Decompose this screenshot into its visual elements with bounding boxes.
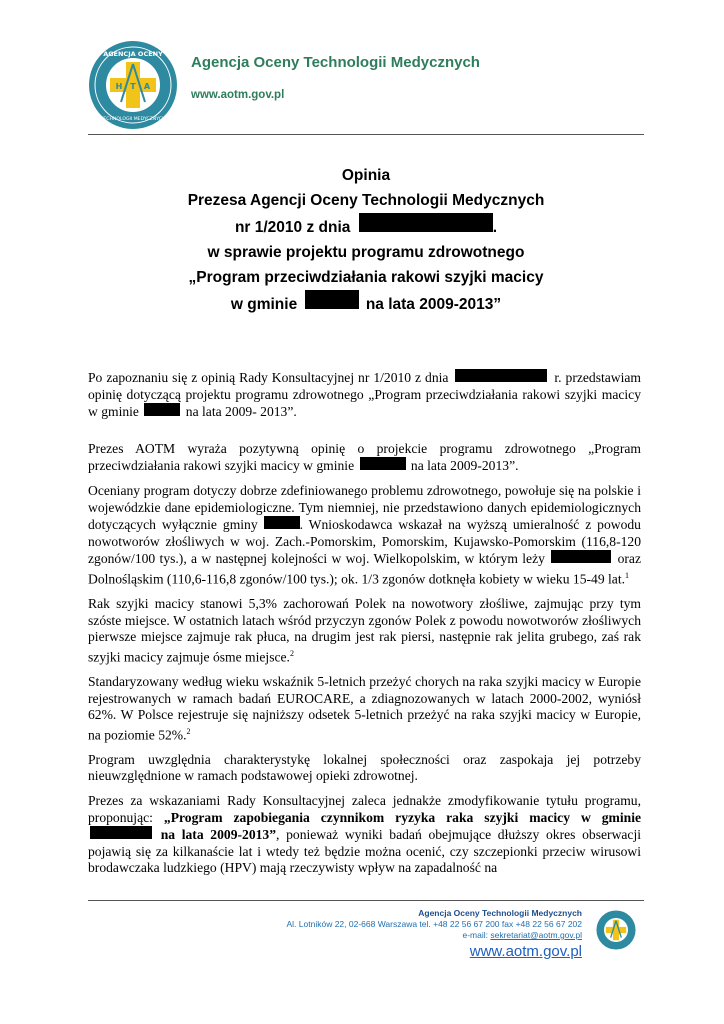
- redacted-gmina: [144, 403, 180, 416]
- p7-text-a: Prezes za wskazaniami Rady Konsultacyjnej zaleca jednakże zmodyfikowanie tytułu programu, proponując:: [88, 793, 641, 825]
- footnote-ref[interactable]: 1: [625, 570, 630, 580]
- p1-text-b: r. przedstawiam opinię dotyczącą projektu programu zdrowotnego „Program przeciwdziałania rakowi szyjki macicy w gminie: [88, 370, 642, 420]
- proposed-title-a: „Program zapobiegania czynnikom ryzyka raka szyjki macicy w gminie: [163, 809, 642, 825]
- paragraph-4: [88, 596, 641, 666]
- title-line-4: w sprawie projektu programu zdrowotnego: [207, 244, 525, 261]
- paragraph-3: [88, 483, 641, 588]
- redacted-date: [359, 213, 493, 232]
- redacted-gmina: [305, 290, 359, 309]
- title-line-1: Opinia: [341, 167, 391, 184]
- paragraph-6: [88, 752, 641, 785]
- footer-website-link[interactable]: www.aotm.gov.pl: [469, 943, 582, 960]
- logo-letter-h: H: [115, 82, 123, 91]
- paragraph-7: [88, 793, 641, 877]
- page-header: [88, 40, 648, 140]
- p5-text: Standaryzowany według wieku wskaźnik 5-letnich przeżyć chorych na raka szyjki macicy w Europie rejestrowanych w ramach badań EUROCARE, a zdiagnozowanych w latach 2000-2002, wyniósł 62%. W Polsce rejestruje się najniższy odsetek 5-letnich przeżyć na raka szyjki macicy w Europie, na poziomie 52%.: [88, 673, 641, 743]
- title-period: .: [492, 219, 498, 236]
- p7-text-b: , ponieważ wyniki badań obejmujące dłuższy okres obserwacji pojawią się za kilkanaście lat i wtedy też będzie można ocenić, czy szczepionki przeciw wirusowi brodawczaka ludzkiego (HPV) mają rzeczywisty wpływ na zapadalność na: [88, 827, 642, 876]
- p3-text-a: Oceniany program dotyczy dobrze zdefiniowanego problemu zdrowotnego, powołuje się na polskie i wojewódzkie dane epidemiologiczne. Tym niemniej, nie przedstawiono danych epidemiologicznych dotyczących wyłącznie gminy: [88, 482, 641, 533]
- document-body: [88, 369, 641, 885]
- title-line-6: [90, 290, 642, 317]
- footer-email-line: [287, 930, 583, 941]
- footer-email-link[interactable]: sekretariat@aotm.gov.pl: [490, 930, 582, 940]
- footnote-ref[interactable]: 2: [186, 726, 191, 736]
- title-line-3: [90, 213, 642, 240]
- title-number: nr 1/2010 z dnia: [234, 219, 351, 236]
- document-title: [90, 163, 642, 317]
- p1-text-c: na lata 2009- 2013”.: [185, 404, 297, 420]
- p6-text: Program uwzględnia charakterystykę lokalnej społeczności oraz zaspokaja jej potrzeby nieuwzględnione w ramach podstawowej opieki zdrowotnej.: [88, 751, 641, 784]
- p2-text-a: Prezes AOTM wyraża pozytywną opinię o projekcie programu zdrowotnego „Program przeciwdziałania rakowi szyjki macicy w gminie: [88, 440, 641, 474]
- paragraph-2: [88, 441, 641, 475]
- footer-divider: [88, 900, 644, 901]
- p3-text-c: oraz Dolnośląskim (110,6-116,8 zgonów/100 tys.); ok. 1/3 zgonów dotknęła kobiety w wieku 15-49 lat.: [88, 551, 641, 587]
- paragraph-5: [88, 674, 641, 744]
- title-gmina: w gminie: [230, 296, 298, 313]
- page-footer: [287, 908, 583, 961]
- title-years: na lata 2009-2013”: [365, 296, 502, 313]
- redacted-gmina: [360, 457, 406, 470]
- redacted-gmina: [90, 826, 152, 839]
- logo-text-bottom: TECHNOLOGII MEDYCZNYCH: [100, 117, 166, 122]
- proposed-title-b: na lata 2009-2013”: [160, 827, 277, 843]
- redacted-gmina: [264, 516, 300, 529]
- footnote-ref[interactable]: 2: [289, 648, 294, 658]
- header-organization: Agencja Oceny Technologii Medycznych: [191, 54, 480, 71]
- title-line-5: „Program przeciwdziałania rakowi szyjki macicy: [188, 269, 544, 286]
- logo-letter-t: T: [130, 82, 136, 91]
- p3-text-b: . Wnioskodawca wskazał na wyższą umieralność z powodu nowotworów złośliwych w woj. Zach.-Pomorskim, Pomorskim, Kujawsko-Pomorskim (116,8-120 zgonów/100 tys.), a w następnej kolejności w woj. Wielkopolskim, w którym leży: [88, 517, 641, 567]
- footer-email-label: e-mail:: [462, 930, 491, 940]
- p2-text-b: na lata 2009-2013”.: [410, 458, 519, 474]
- aotm-logo-small: [596, 910, 636, 950]
- footer-organization: Agencja Oceny Technologii Medycznych: [418, 908, 582, 918]
- p1-text-a: Po zapoznaniu się z opinią Rady Konsultacyjnej nr 1/2010 z dnia: [88, 370, 449, 385]
- paragraph-1: [88, 369, 641, 421]
- logo-text-top: AGENCJA OCENY: [103, 50, 163, 58]
- redacted-date: [455, 369, 547, 382]
- title-line-2: Prezesa Agencji Oceny Technologii Medycznych: [187, 192, 545, 209]
- header-divider: [88, 134, 644, 135]
- logo-letter-a: A: [143, 82, 151, 91]
- header-website-link[interactable]: www.aotm.gov.pl: [191, 89, 285, 101]
- aotm-logo: [88, 40, 178, 130]
- p4-text: Rak szyjki macicy stanowi 5,3% zachorowań Polek na nowotwory złośliwe, zajmując przy tym szóste miejsce. W ostatnich latach wśród przyczyn zgonów Polek z powodu nowotworów złośliwych pierwsze miejsce zajmuje rak płuca, na drugim jest rak piersi, następnie rak jelita grubego, zaś rak szyjki macicy zajmuje ósme miejsce.: [88, 596, 641, 665]
- redacted-gmina: [551, 550, 611, 563]
- footer-address: Al. Lotników 22, 02-668 Warszawa tel. +48 22 56 67 200 fax +48 22 56 67 202: [286, 919, 582, 929]
